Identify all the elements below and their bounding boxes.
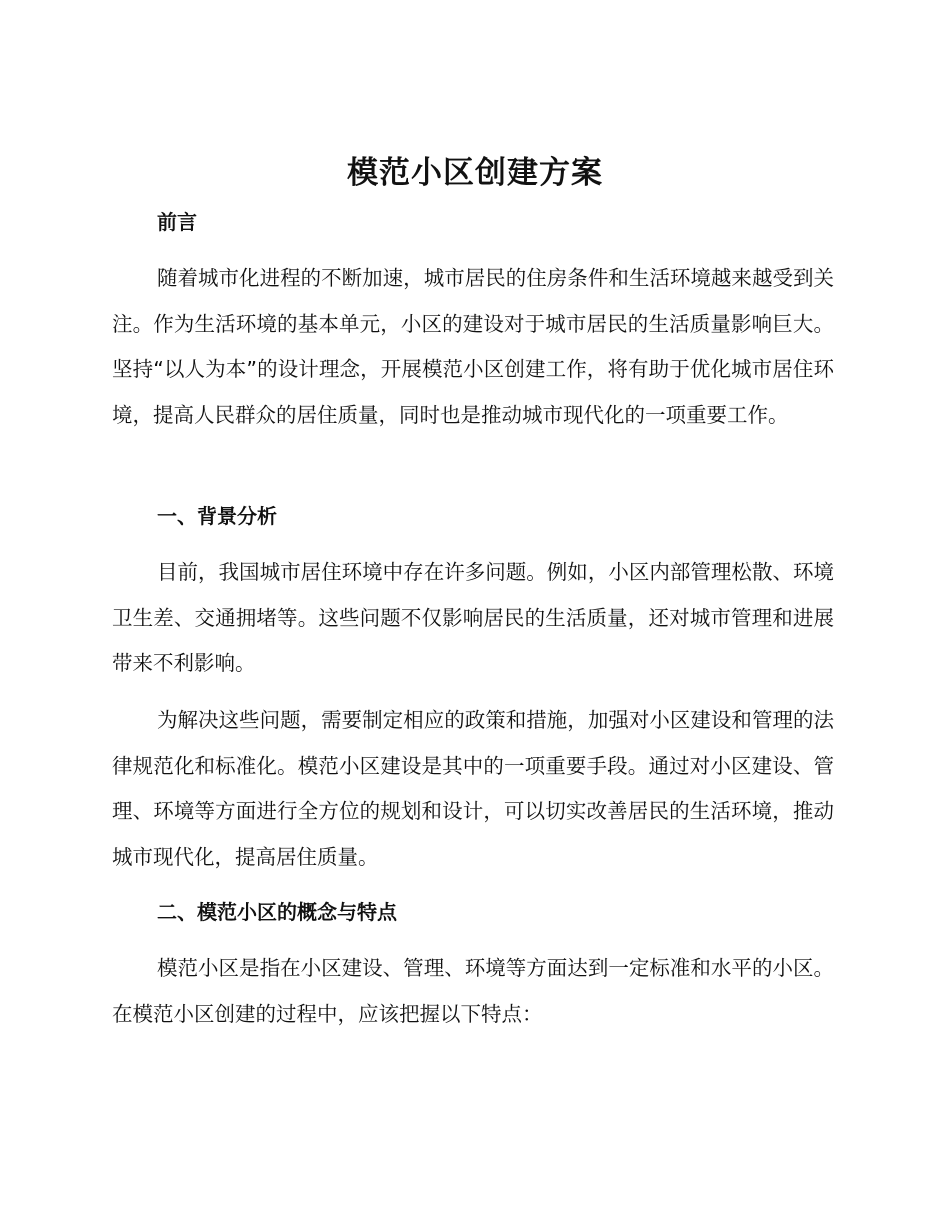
- section-heading-preface: 前言: [157, 210, 197, 234]
- paragraph-background-2: 为解决这些问题，需要制定相应的政策和措施，加强对小区建设和管理的法律规范化和标准化。模范小区建设是其中的一项重要手段。通过对小区建设、管理、环境等方面进行全方位的规划和设计，可以切实改善居民的生活环境，推动城市现代化，提高居住质量。: [112, 708, 834, 869]
- paragraph-preface: 随着城市化进程的不断加速，城市居民的住房条件和生活环境越来越受到关注。作为生活环境的基本单元，小区的建设对于城市居民的生活质量影响巨大。坚持“以人为本”的设计理念，开展模范小区创建工作，将有助于优化城市居住环境，提高人民群众的居住质量，同时也是推动城市现代化的一项重要工作。: [112, 266, 834, 427]
- paragraph-concept: 模范小区是指在小区建设、管理、环境等方面达到一定标准和水平的小区。在模范小区创建的过程中，应该把握以下特点：: [112, 956, 834, 1026]
- section-heading-background: 一、背景分析: [157, 504, 277, 528]
- paragraph-background-1: 目前，我国城市居住环境中存在许多问题。例如，小区内部管理松散、环境卫生差、交通拥堵等。这些问题不仅影响居民的生活质量，还对城市管理和进展带来不利影响。: [112, 560, 834, 675]
- document-title: 模范小区创建方案: [347, 155, 603, 191]
- section-heading-concept: 二、模范小区的概念与特点: [157, 900, 397, 924]
